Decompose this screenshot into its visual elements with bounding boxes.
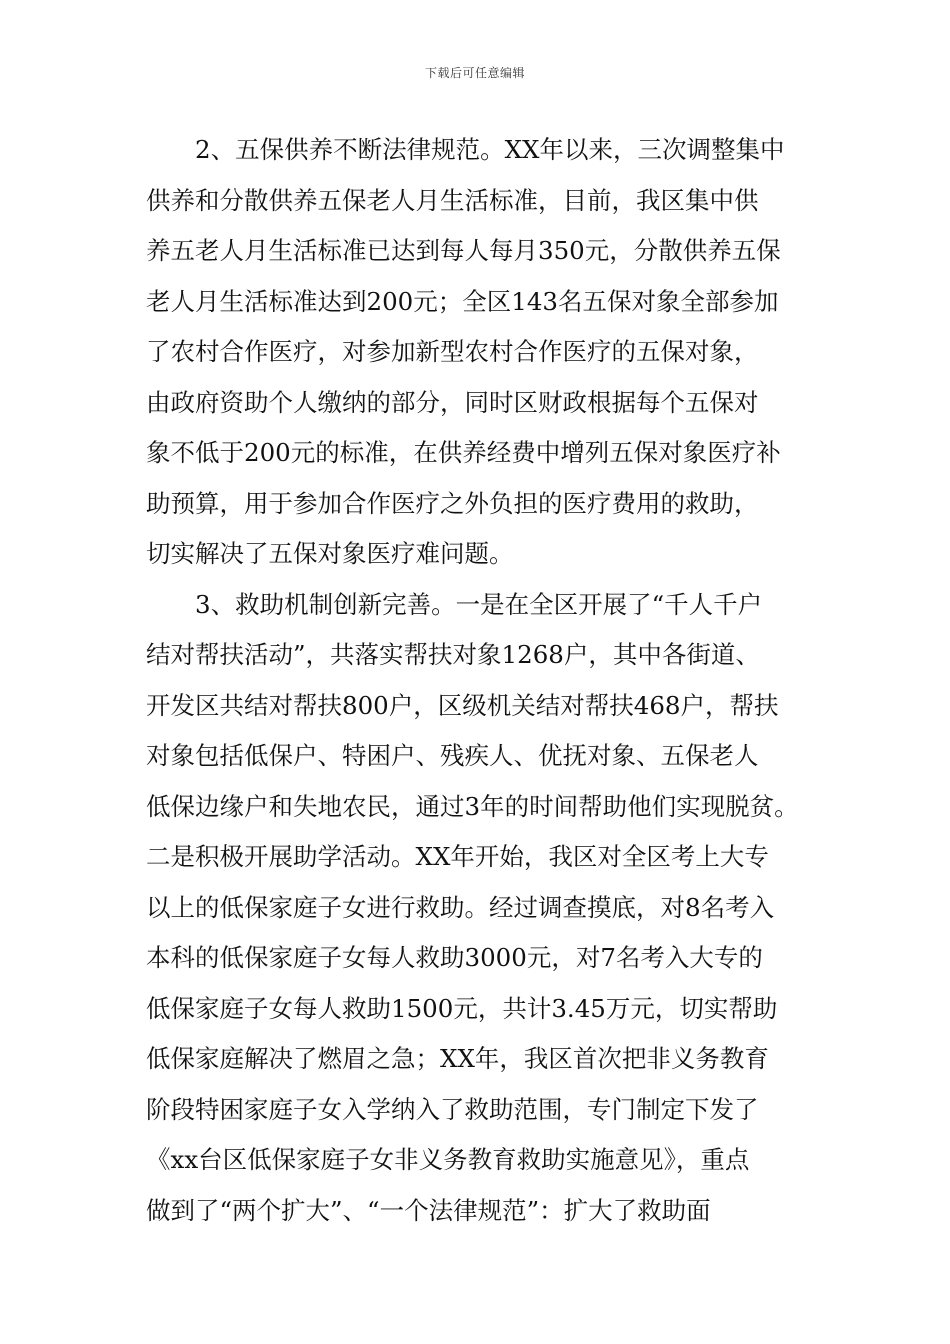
paragraph-jiuzhu: [146, 580, 814, 1237]
text-line: 了农村合作医疗，对参加新型农村合作医疗的五保对象，: [146, 337, 759, 366]
text-line: 低保家庭子女每人救助1500元，共计3.45万元，切实帮助: [146, 993, 778, 1023]
text-line: 低保边缘户和失地农民，通过3年的时间帮助他们实现脱贫。: [146, 791, 799, 821]
text-line: 对象包括低保户、特困户、残疾人、优抚对象、五保老人: [146, 741, 759, 770]
text-line: 以上的低保家庭子女进行救助。经过调查摸底，对8名考入: [146, 892, 775, 922]
document-body: [146, 125, 814, 1236]
text-line: 开发区共结对帮扶800户，区级机关结对帮扶468户，帮扶: [146, 690, 779, 720]
paragraph-wubao: [146, 125, 814, 580]
text-line: 做到了“两个扩大”、“一个法律规范”：扩大了救助面: [146, 1195, 711, 1225]
text-line: 2、五保供养不断法律规范。XX年以来，三次调整集中: [195, 135, 785, 164]
text-line: 阶段特困家庭子女入学纳入了救助范围，专门制定下发了: [146, 1094, 759, 1124]
text-line: 切实解决了五保对象医疗难问题。: [146, 539, 514, 568]
text-line: 低保家庭解决了燃眉之急；XX年，我区首次把非义务教育: [146, 1044, 769, 1073]
text-line: 二是积极开展助学活动。XX年开始，我区对全区考上大专: [146, 842, 769, 871]
text-line: 供养和分散供养五保老人月生活标准，目前，我区集中供: [146, 185, 759, 215]
text-line: 助预算，用于参加合作医疗之外负担的医疗费用的救助，: [146, 488, 759, 518]
text-line: 本科的低保家庭子女每人救助3000元，对7名考入大专的: [146, 943, 763, 972]
text-line: 由政府资助个人缴纳的部分，同时区财政根据每个五保对: [146, 387, 759, 417]
text-line: 《xx台区低保家庭子女非义务教育救助实施意见》，重点: [146, 1145, 750, 1174]
text-line: 老人月生活标准达到200元；全区143名五保对象全部参加: [146, 286, 779, 316]
text-line: 3、救助机制创新完善。一是在全区开展了“千人千户: [195, 589, 763, 619]
text-line: 象不低于200元的标准，在供养经费中增列五保对象医疗补: [146, 438, 781, 467]
text-line: 结对帮扶活动”，共落实帮扶对象1268户，其中各街道、: [146, 640, 760, 669]
page-header-note: 下载后可任意编辑: [424, 66, 525, 80]
text-line: 养五老人月生活标准已达到每人每月350元，分散供养五保: [146, 236, 781, 265]
